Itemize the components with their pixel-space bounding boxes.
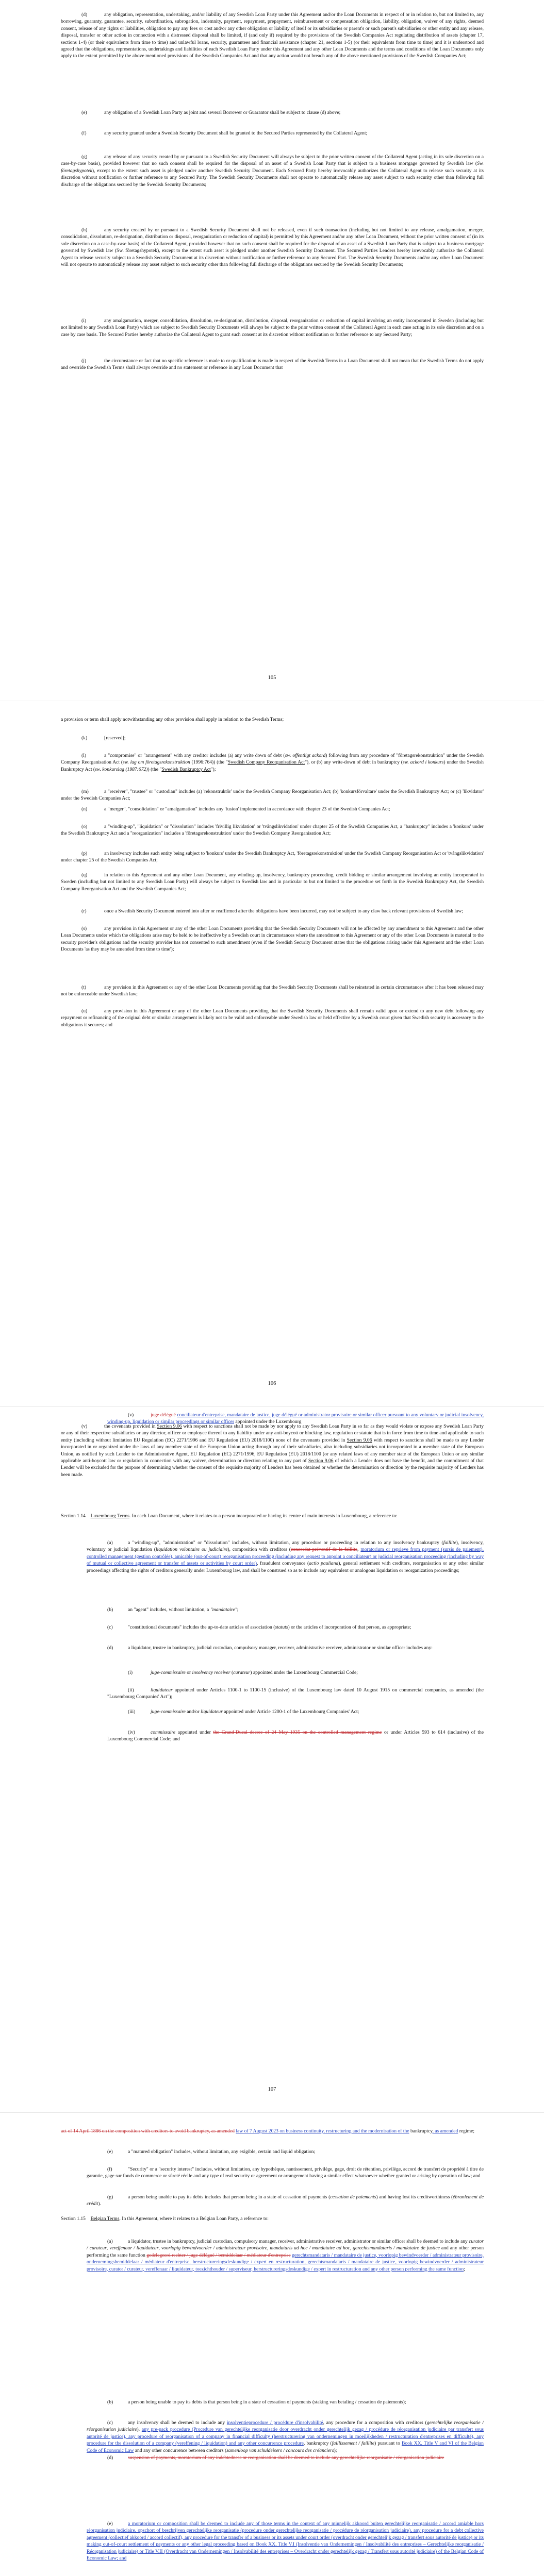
clause-text: ). — [98, 2201, 101, 2207]
clause-text: once a Swedish Security Document entered into after or reaffirmed after the obligations have been incurred, may not be subject to any claw back relevant provisions of Swedish law; — [104, 908, 463, 914]
clause-label: Section 1.15 — [61, 2216, 86, 2222]
clause-paragraph — [107, 1729, 484, 1743]
clause-paragraph — [61, 317, 484, 338]
clause-text: a "matured obligation" includes, without limitation, any exigible, certain and liquid obligation; — [128, 2149, 316, 2155]
clause-text: ) under the Swedish Bankruptcy Act ( — [61, 759, 484, 772]
clause-text: a "winding-up", "administration" or "dissolution" includes, without limitation, any procedure or proceeding in relation to any insolvency bankruptcy ( — [128, 1540, 443, 1546]
italic-term: faillite — [443, 1540, 456, 1546]
clause-text: in relation to this Agreement and any other Loan Document, any winding-up, insolvency, bankruptcy proceeding, credit bidding or similar arrangement involving an entity incorporated in Sweden (including but not limited to any Swedish Loan Party) will always be subject to Swedish law and in particular to but not limited to the procedure set forth in the Swedish Bankruptcy Act, the Swedish Company Reorganisation Act and the Swedish Companies Act; — [61, 872, 484, 892]
clause-text: a "merger", "consolidation" or "amalgamation" includes any 'fusion' implemented in accordance with chapter 23 of the Swedish Companies Act; — [104, 806, 390, 812]
clause-text: ), composition with creditors ( — [227, 1547, 291, 1553]
clause-text: , — [106, 2245, 110, 2251]
clause-text: any provision in this Agreement or any of the other Loan Documents providing that the Swedish Security Documents shall remain valid upon or extend to any new debt following any repayment or refinancing of the original debt or similar arrangement is likely not to be valid and enforceable under Swedish law or held effective by a Swedish court given that Swedish security is accessory to the obligations it secures; and — [61, 1008, 484, 1028]
clause-paragraph — [107, 1669, 484, 1676]
clause-paragraph — [61, 925, 484, 953]
clause-text: ; — [237, 1607, 239, 1613]
clause-text: a liquidator, trustee in bankruptcy, judicial custodian, compulsory manager, receiver, administrative receiver, administrator or similar officer shall be deemed to include any — [128, 2239, 469, 2244]
section-title: Luxembourg Terms — [90, 1513, 130, 1519]
clause-text: any provision in this Agreement or any of the other Loan Documents providing that the Swedish Security Documents will not be affected by any amendment to this Agreement and the other Loan Documents under which the obligations arise may be held to be ineffective by a Swedish court in circumstances where the amendment to this Agreement or any of the other Loan Documents is material to the security provider's obligations and the security provider has not consented to such amendment (even if the Swedish Security Document states that the obligations arising under this Agreement and the other Loan Documents 'as they may be amended from time to time'); — [61, 926, 484, 953]
clause-paragraph — [87, 1606, 484, 1613]
italic-term: vereffenaar / liquidateur — [109, 2245, 159, 2251]
clause-text: any insolvency shall be deemed to include any — [128, 2420, 227, 2426]
clause-label: (iii) — [128, 1709, 136, 1715]
clause-label: (b) — [107, 2399, 113, 2405]
clause-paragraph — [61, 154, 484, 188]
clause-label: Section 1.14 — [61, 1513, 86, 1519]
clause-label: (v) — [81, 1423, 88, 1429]
page-divider — [0, 1406, 544, 1407]
italic-term: faillissement / faillite — [332, 2441, 375, 2447]
clause-paragraph — [107, 1708, 484, 1715]
clause-text: ), insolvency, voluntary or judicial liquidation ( — [87, 1540, 484, 1553]
italic-term: ébranlement de crédit — [87, 2194, 484, 2207]
clause-label: (g) — [81, 154, 88, 160]
clause-text: any amalgamation, merger, consolidation, dissolution, re-designation, distribution, disposal, reorganization or reduction of capital involving an entity incorporated in Sweden (including but not limited to any Swedish Loan Party) which are subject to Swedish Security Documents will always be subject to the prior written consent of the Collateral Agent in each case acting in its sole discretion and on a case by case basis. The Secured Parties hereby authorize the Collateral Agent to grant such consent at its discretion without notification or further reference to any Secured Party; — [61, 318, 484, 337]
clause-text: appointed under the Luxembourg — [234, 1419, 302, 1425]
clause-text: ) and having lost its creditworthiness ( — [376, 2194, 453, 2200]
clause-paragraph — [107, 1687, 484, 1701]
clause-text: or — [185, 1670, 192, 1675]
clause-label: (f) — [81, 130, 87, 136]
page-divider — [0, 2112, 544, 2113]
clause-text: any security granted under a Swedish Security Document shall be granted to the Secured Parties represented by the Collateral Agent; — [104, 130, 368, 136]
clause-text: with respect to sanctions shall be made to any Lender incorporated in or organized under the laws of any member state of the European Union acting through any of their subsidiaries, also including subsidiaries not incorporated in a member state of the European Union, as notified by such Lender to the Administrative Agent, EU Regulation (EC) 2271/1996, EU Regulation (EU) 2018/1100 (or any related laws of any member state of the European Union or any similar applicable anti-boycott law or regulation in connection with any waiver, determination or direction relating to any part of — [61, 1437, 484, 1464]
italic-term: sw. lag om företagsrekonstruktion — [123, 759, 190, 766]
clause-label: (ii) — [128, 1687, 134, 1693]
clause-label: (n) — [81, 806, 88, 812]
inserted-text: law of 7 August 2023 on business continuity, restructuring and the modernisation of the — [236, 2128, 409, 2134]
clause-text: the covenants provided in — [104, 1423, 157, 1429]
page-number: 105 — [268, 675, 276, 681]
clause-text: any release of any security created by or pursuant to a Swedish Security Document will always be subject to the prior written consent of the Collateral Agent (acting in its sole discretion on a case-by-case basis), provided however that no such consent shall be required for the disposal of an asset of a Swedish Loan Party that is subject to a business mortgage governed by Swedish law ( — [61, 154, 484, 167]
clause-label: (r) — [81, 908, 87, 914]
clause-text: ; — [464, 2266, 465, 2272]
clause-text: "); — [210, 766, 216, 772]
document-page — [0, 706, 544, 1401]
inserted-text: any pre-pack procedure (Procedure van gerechtelijke reorganisatie door overdracht onder gerechtelijk gezag / procédure de réorganisation judiciaire par transfert sous autorité de justice), any procedure of reorganisation of a company in financial difficulty (herstructurering van ondernemingen in moeilijkheden / restructuration d'entreprises en difficulté), any procedure for the dissolution of a company (vereffening / liquidation) and any other concurrence procedure — [87, 2427, 484, 2447]
clause-label: (iv) — [128, 1730, 135, 1735]
clause-label: (d) — [107, 1645, 113, 1651]
clause-label: (e) — [107, 2521, 113, 2527]
clause-text: a "winding-up", "liquidation" or "dissolution" includes 'frivillig likvidation' or 'tvångslikvidation' under chapter 25 of the Swedish Companies Act, a "bankruptcy" includes a 'konkurs' under the Swedish Bankruptcy Act and a "reorganization" includes a 'företagsrekonstruktion' under the Swedish Company Reorganisation Act; — [61, 824, 484, 837]
inserted-text: insolventieprocedure / procédure d'insolvabilité — [226, 2420, 323, 2426]
clause-paragraph — [87, 1624, 484, 1631]
clause-paragraph — [87, 2454, 484, 2461]
clause-text: or under Articles 593 to 614 (inclusive) of the Luxembourg Commercial Code; and — [107, 1730, 484, 1742]
clause-text: a person being unable to pay its debts is that person being in a state of cessation of payments (staking van betaling / cessation de paiements); — [128, 2399, 406, 2405]
clause-label: (u) — [81, 1008, 88, 1014]
italic-term: samenloop van schuldeisers / concours des créanciers — [226, 2447, 334, 2453]
clause-text: , bankruptcy ( — [303, 2441, 332, 2447]
clause-label: (f) — [107, 2166, 112, 2172]
inserted-text: a moratorium or composition shall be deemed to include any of those terms in the context of any minnelijk akkoord buiten gerechtelijke reorganisatie / accord amiable hors réorganisation judiciaire, opschort of beschrijven gerechtelijke reorganisatie (procedure onder gerechtelijke reorganisatie / procédure de réorganisation judiciaire), any procedure for a debt collective agreement (collectief akkoord / accord collectif), any procedure for the transfer of a business or its assets under court order (overdracht onder gerechtelijk gezag / transfert sous autorité de justice) or its making out-of-court settlement of payments or any other legal proceeding based on Book XX, Title V.I (Insolventie van Ondernemingen / Insolvabilité des entreprises – Gerechtelijke reorganisatie / Réorganisation judiciaire) or Title V.II (Overdracht van Ondernemingen / Insolvabilité des entreprises – Overdracht onder gerechtelijk gezag / Transfert sous autorité judiciaire) of the Belgian Code of Economic Law; and — [87, 2521, 484, 2562]
italic-term: actio pauliana — [309, 1561, 339, 1567]
clause-paragraph — [87, 1539, 484, 1574]
clause-label: (t) — [81, 985, 87, 990]
clause-paragraph — [87, 2399, 484, 2405]
clause-text: ), — [137, 2427, 142, 2433]
clause-label: (h) — [81, 227, 88, 233]
clause-text: (1996:764)) (the " — [190, 759, 228, 766]
clause-text: a provision or term shall apply notwithstanding any other provision shall apply in relation to the Swedish Terms; — [61, 717, 284, 722]
italic-term: curateur — [233, 1670, 251, 1675]
clause-label: (j) — [81, 358, 87, 364]
defined-term: Section 9.06 — [157, 1423, 182, 1429]
document-page — [0, 0, 544, 696]
clause-text: any security created by or pursuant to a Swedish Security Document shall not be released, even if such transaction (including but not limited to any release, amalgamation, merger, consolidation, dissolution, re-designation, distribution or disposal, reorganization or reduction of capital) is permitted by this Agreement and/or any other Loan Document, without the prior written consent of (in its sole discretion on a case-by-case basis) of the Collateral Agent, provided however that no such consent shall be required for the disposal of an asset of a Swedish Loan Party that is subject to a business mortgage governed by Swedish law (Sw. företagshypotek), except to the extent such asset is pledged under another Swedish Security Document. The Secured Parties Lenders hereby irrevocably authorize the Collateral Agent to release security subject to a Swedish Security Document at its discretion without notification or further reference to any Secured Part. The Swedish Security Documents and/or any other Loan Document will not operate to automatically release any asset subject to such security other than following full discharge of the obligations secured by the Swedish Security Documents; — [61, 227, 484, 268]
clause-text: appointed under Articles 1100-1 to 1100-15 (inclusive) of the Luxembourg law dated 10 August 1915 on commercial companies, as amended (the "Luxembourg Companies' Act"); — [107, 1687, 484, 1700]
defined-term: Section 9.06 — [308, 1458, 334, 1464]
inserted-text: gerechtsmandataris / mandataire de justice, voorlopig bewindvoerder / administrateur provisoire, ondernemingsbemiddelaar / médiateur d'entreprise, herstructureringsdeskundige / expert en restructuration, gerechtsmandataris / mandataire de justice, voorlopig bewindvoerder / administrateur provisoire, curator / curateur, vereffenaar / liquidateur, toezichthouder / superviseur, herstructureringsdeskundige / expert in restructuration and any other person performing the same function — [87, 2252, 484, 2272]
clause-text: a "receiver", "trustee" or "custodian" includes (a) 'rekonstruktör' under the Swedish Company Reorganisation Act; (b) 'konkursförvaltare' under the Swedish Bankruptcy Act; or (c) 'likvidator' under the Swedish Companies Act; — [61, 789, 484, 802]
clause-paragraph — [61, 850, 484, 864]
clause-paragraph — [61, 752, 484, 773]
clause-text: [reserved]; — [104, 735, 126, 741]
clause-text: appointed under — [175, 1730, 213, 1735]
clause-text: with respect to sanctions shall not be made by nor apply to any Swedish Loan Party in so far as they would violate or expose any Swedish Loan Party or any of their respective subsidiaries or any director, officer or employee thereof to any liability under any anti-boycott or blocking law, regulation or statute that is in force from time to time and applicable to such entity (including without limitation EU Regulation (EC) 2271/1996 and EU Regulation (EU) 2018/1100) none of the covenants provided in — [61, 1423, 484, 1443]
clause-text: . In this Agreement, where it relates to a Belgian Loan Party, a reference to: — [119, 2216, 269, 2222]
clause-text: "constitutional documents" includes the up-to-date articles of association ( — [128, 1624, 275, 1630]
clause-paragraph — [61, 806, 484, 812]
clause-label: (e) — [81, 110, 87, 115]
clause-text: the circumstance or fact that no specific reference is made to or qualification is made in respect of the Swedish Terms in a Loan Document shall not mean that the Swedish Terms do not apply and override the Swedish Terms shall always override and no statement or reference in any Loan Document that — [61, 358, 484, 371]
defined-term: Swedish Bankruptcy Act — [161, 766, 211, 772]
clause-text: of which a Lender does not have the benefit, and the commitment of that Lender will be excluded for the purpose of determining whether the consent of the requisite majority of Lenders has been obtained or whether the determination or direction by the requisite majority of Lenders has been made. — [61, 1458, 484, 1478]
clause-paragraph — [107, 1412, 484, 1426]
clause-paragraph — [61, 908, 484, 914]
clause-paragraph — [61, 11, 484, 60]
clause-text: . In each Loan Document, where it relates to a person incorporated or having its centre of main interests in Luxembourg, a reference to: — [129, 1513, 398, 1519]
clause-paragraph — [87, 2238, 484, 2273]
clause-label: (i) — [81, 318, 87, 324]
clause-label: (c) — [107, 1624, 113, 1630]
document-page — [0, 2117, 544, 2576]
clause-label: (d) — [81, 12, 88, 18]
clause-text: a "compromise" or "arrangement" with any creditor includes (a) any write down of debt ( — [104, 753, 285, 758]
clause-text: an insolvency includes such entity being subject to 'konkurs' under the Swedish Bankruptcy Act, 'företagsrekonstruktion' under the Swedish Company Reorganisation Act or 'tvångslikvidation' under chapter 25 of the Swedish Companies Act; — [61, 851, 484, 863]
clause-text: ) or the articles of incorporation of that person, as appropriate; — [288, 1624, 411, 1630]
italic-term: liquidateur — [151, 1687, 173, 1693]
clause-text: bankruptcy — [409, 2128, 433, 2134]
clause-text: and/or — [185, 1709, 201, 1715]
deleted-text: juge délégué — [151, 1412, 176, 1418]
inserted-text: , as amended — [432, 2128, 458, 2134]
clause-text: ( — [230, 1670, 234, 1675]
clause-label: (a) — [107, 1540, 113, 1546]
clause-label: (b) — [107, 1607, 113, 1613]
clause-text: an "agent" includes, without limitation, a — [128, 1607, 210, 1613]
clause-paragraph — [61, 1423, 484, 1478]
clause-paragraph — [61, 872, 484, 892]
italic-term: liquidation volontaire ou judiciaire — [155, 1547, 228, 1553]
clause-label: (k) — [81, 735, 88, 741]
deleted-text: suspension of payments, moratorium of any indebtedness or reorganisation shall be deemed to include any gerechtelijke reorganisatie / réorganisation judiciaire — [128, 2455, 444, 2461]
clause-paragraph — [61, 984, 484, 998]
italic-term: "mandataire" — [210, 1607, 237, 1613]
defined-term: Swedish Company Reorganisation Act — [227, 759, 305, 766]
clause-paragraph — [61, 716, 484, 723]
section-heading-paragraph — [61, 1513, 484, 1519]
clause-text: a liquidator, trustee in bankruptcy, judicial custodian, compulsory manager, receiver, administrative receiver, administrator or similar officer includes any: — [128, 1645, 433, 1651]
clause-paragraph — [61, 109, 484, 116]
clause-paragraph — [61, 227, 484, 268]
clause-label: (i) — [128, 1670, 133, 1675]
defined-term: Section 9.06 — [347, 1437, 372, 1443]
italic-term: mandataris ad hoc / mandataire ad hoc — [270, 2245, 350, 2251]
clause-paragraph — [87, 1645, 484, 1651]
clause-text: ) pursuant to — [374, 2441, 402, 2447]
clause-text: , any procedure for a composition with creditors ( — [323, 2420, 427, 2426]
clause-text: ), except to the extent such asset is pledged under another Swedish Security Document. Each Secured Party hereby irrevocably authorizes the Collateral Agent to release such security at its discretion without notification or further reference to any Secured Party. The Swedish Security Documents shall not operate to automatically release any asset subject to such security other than following full discharge of the obligations secured by the Swedish Security Documents; — [61, 167, 484, 188]
italic-term: Sw. företagshypotek — [61, 161, 484, 174]
clause-label: (d) — [107, 2455, 113, 2461]
clause-text: and any other person performing the same function — [87, 2245, 484, 2258]
clause-text: , fraudulent conveyance ( — [257, 1561, 309, 1567]
clause-paragraph — [61, 130, 484, 137]
clause-paragraph — [87, 2194, 484, 2208]
clause-paragraph — [61, 2128, 484, 2134]
page-number: 106 — [268, 1381, 276, 1386]
clause-label: (e) — [107, 2149, 113, 2155]
clause-text: ) appointed under the Luxembourg Commercial Code; — [250, 1670, 358, 1675]
clause-text: ); — [334, 2447, 337, 2453]
clause-paragraph — [87, 2148, 484, 2155]
clause-text: any obligation, representation, undertaking, and/or liability of any Swedish Loan Party under this Agreement and/or the Loan Documents in respect of or in relation to, but not limited to, any borrowing, guaranty, guarantee, security, subordination, subrogation, indemnity, payment, repayment, prepayment, reimbursement or compensation obligation, liability, obligation, waiver of any rights, deemed consent, release of any rights or liabilities, obligation to pay any fees or cost and/or any other obligation or liability of itself or its subsidiaries or parent's or such parent's subsidiaries or other entity and any release, disposal, transfer or other action in connection with a distressed disposal shall be limited, if (and only if) required by the provisions of the Swedish Companies Act regulating distribution of assets (chapter 17, sections 1-4) (or their equivalents from time to time) and unlawful loans, security, guarantees and financial assistance (chapter 21, sections 1-5) (or their equivalents from time to time) and it is understood and agreed that the obligations, representations, undertakings and liabilities of each Swedish Loan Party under this Agreement and any other Loan Documents and the terms and conditions of the Loan Documents only apply to the extent permitted by the above mentioned provisions of the Swedish Companies Act and that any action would not breach any of the above mentioned provisions of the Swedish Companies Act; — [61, 12, 484, 59]
clause-paragraph — [87, 2419, 484, 2454]
deleted-text: the Grand-Ducal decree of 24 May 1935 on the controlled management regime — [213, 1730, 382, 1735]
clause-text: , — [357, 1547, 361, 1553]
italic-term: liquidateur — [201, 1709, 223, 1715]
clause-label: (v) — [128, 1412, 134, 1418]
clause-text: any obligation of a Swedish Loan Party as joint and several Borrower or Guarantor shall be subject to clause (d) above; — [104, 110, 341, 115]
clause-text: ) following from any procedure of "företagsrekonstruktion" under the Swedish Company Reorganisation Act ( — [61, 753, 484, 766]
clause-label: (c) — [107, 2420, 113, 2426]
italic-term: gerechtsmandataris / mandataire de justice — [353, 2245, 440, 2251]
document-page — [0, 1412, 544, 2107]
inserted-text: moratorium or reprieve from payment (sursis de paiement), controlled management (gestion contrôlée), amicable (out-of-court) reorganisation proceeding (including any request to appoint a conciliateur) or judicial reorganisation proceeding (including by way of mutual or collective agreement or transfer of assets or activities by court order) — [87, 1547, 484, 1567]
italic-term: gerechtelijke reorganisatie / réorganisation judiciaire — [87, 2420, 484, 2433]
clause-label: (g) — [107, 2194, 113, 2200]
italic-term: cessation de paiements — [330, 2194, 376, 2200]
section-heading-paragraph — [61, 2215, 484, 2222]
clause-text: and any other concurrence between creditors ( — [134, 2447, 227, 2453]
deleted-text: concordat préventif de la faillite — [290, 1547, 358, 1553]
inserted-text: Book XX, Title V and VI of the Belgian Code of Economic Law — [87, 2441, 484, 2453]
italic-term: statuts — [275, 1624, 288, 1630]
clause-label: (q) — [81, 872, 88, 878]
clause-label: (p) — [81, 851, 88, 856]
italic-term: voorlopig bewindvoerder / administrateur provisoire — [161, 2245, 267, 2251]
clause-text: "), or (b) any write-down of debt in bankruptcy ( — [305, 759, 403, 766]
italic-term: commissaire — [151, 1730, 176, 1735]
clause-paragraph — [61, 788, 484, 802]
italic-term: juge-commissaire — [151, 1709, 186, 1715]
clause-paragraph — [87, 2520, 484, 2562]
clause-label: (a) — [107, 2239, 113, 2244]
clause-label: (s) — [81, 926, 87, 931]
clause-text: , — [158, 2245, 161, 2251]
clause-label: (l) — [81, 753, 87, 758]
clause-paragraph — [61, 823, 484, 837]
italic-term: sw. konkurslag (1987:672) — [95, 766, 148, 772]
clause-paragraph — [61, 1008, 484, 1028]
italic-term: sw. offentligt ackord — [285, 753, 326, 758]
italic-term: juge-commissaire — [151, 1670, 186, 1675]
clause-text: , — [267, 2245, 270, 2251]
clause-text: ), general settlement with creditors, reorganisation or any other similar proceedings affecting the rights of creditors generally under Luxembourg law, and shall be construed so as to include any equivalent or analogous liquidation or reorganization proceedings; — [87, 1561, 484, 1573]
clause-text: regime; — [458, 2128, 475, 2134]
italic-term: curator / curateur — [87, 2239, 484, 2251]
deleted-text: act of 14 April 1886 on the composition with creditors to avoid bankruptcy, as amended — [61, 2128, 235, 2134]
clause-text: , — [350, 2245, 353, 2251]
clause-text: a person being unable to pay its debts includes that person being in a state of cessation of payments ( — [128, 2194, 331, 2200]
clause-text: ) (the " — [147, 766, 162, 772]
page-number: 107 — [268, 2087, 276, 2092]
clause-paragraph — [87, 2166, 484, 2180]
clause-paragraph — [61, 358, 484, 371]
clause-text: any provision in this Agreement or any of the other Loan Documents providing that the Swedish Security Documents shall be reinstated in certain circumstances after it has been released may not be enforceable under Swedish law; — [61, 985, 484, 997]
clause-paragraph — [61, 735, 484, 741]
deleted-text: gedelegeerd rechter / juge délégué / bemiddelaar / médiateur d'entreprise — [146, 2252, 291, 2258]
clause-label: (o) — [81, 824, 88, 829]
section-title: Belgian Terms — [90, 2216, 120, 2222]
clause-label: (m) — [81, 789, 89, 794]
clause-text: "Security" or a "security interest" includes, without limitation, any hypothèque, nantissement, privilège, gage, droit de rétention, privilège, accord de transfert de propriété à titre de garantie, gage sur fonds de commerce or sûreté réelle and any type of real security or agreement or arrangement having a similar effect whatsoever whether granted or arising by operation of law; and — [87, 2166, 484, 2179]
clause-text: appointed under Article 1200-1 of the Luxembourg Companies' Act; — [222, 1709, 359, 1715]
italic-term: insolvency receiver — [192, 1670, 230, 1675]
italic-term: sw. ackord i konkurs — [403, 759, 444, 766]
inserted-text: conciliateur d'entreprise, mandataire de justice, juge délégué or administrator provisoire or similar officer pursuant to any voluntary or judicial insolvency, winding-up, liquidation or similar proceedings or similar officer — [107, 1412, 484, 1425]
